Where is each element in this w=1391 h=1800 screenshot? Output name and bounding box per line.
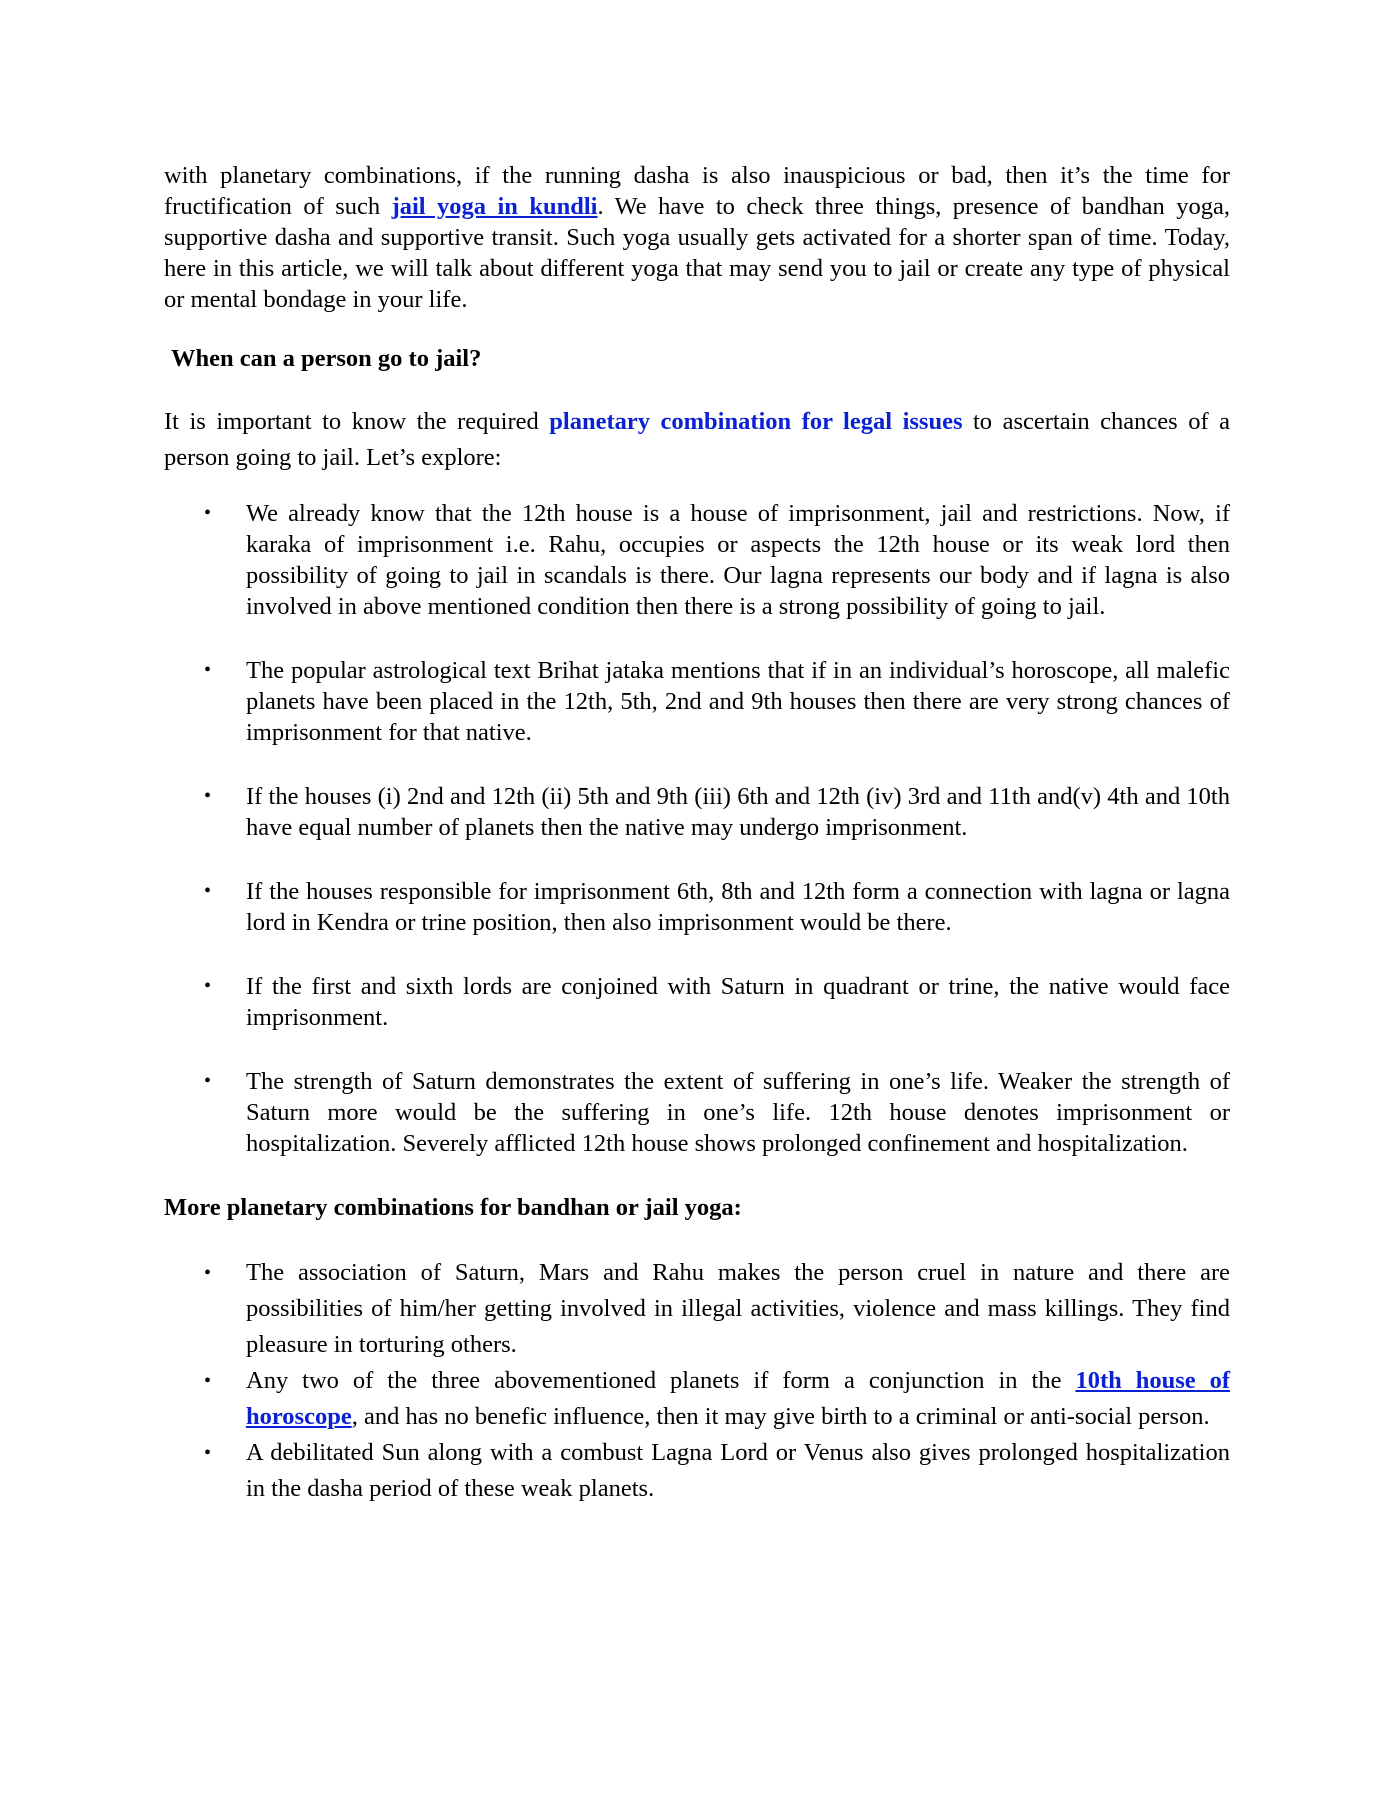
bullet-icon: • xyxy=(204,785,212,807)
bullet-icon: • xyxy=(204,975,212,997)
legal-issues-link[interactable]: planetary combination for legal issues xyxy=(549,408,963,435)
list-item: • The strength of Saturn demonstrates the extent of suffering in one’s life. Weaker the strength of Saturn more would be the suffering in one’s life. 12th house denotes imprisonment or hospitalization. Severely afflicted 12th house shows prolonged confinement and hospitalization. xyxy=(204,1068,1230,1157)
list-item: • The association of Saturn, Mars and Rahu makes the person cruel in nature and there are possibilities of him/her getting involved in illegal activities, violence and mass killings. They find pleasure in torturing others. xyxy=(164,1255,1230,1363)
list-item: • If the first and sixth lords are conjoined with Saturn in quadrant or trine, the native would face imprisonment. xyxy=(204,973,1230,1031)
section2-heading: More planetary combinations for bandhan or jail yoga: xyxy=(164,1194,742,1221)
bullet-icon: • xyxy=(204,502,212,524)
list-item: • We already know that the 12th house is a house of imprisonment, jail and restrictions. Now, if karaka of imprisonment i.e. Rahu, occupies or aspects the 12th house or its weak lord then possibility of going to jail in scandals is there. Our lagna represents our body and if lagna is also involved in above mentioned condition then there is a strong possibility of going to jail. xyxy=(204,500,1230,620)
bullet-icon: • xyxy=(204,880,212,902)
list-item: • If the houses (i) 2nd and 12th (ii) 5th and 9th (iii) 6th and 12th (iv) 3rd and 11th and(v) 4th and 10th have equal number of planets then the native may undergo imprisonment. xyxy=(204,783,1230,841)
jail-yoga-link[interactable]: jail yoga in kundli xyxy=(391,193,598,220)
section1-paragraph: It is important to know the required planetary combination for legal issues to ascertain chances of a person going to jail. Let’s explore: xyxy=(164,408,1231,471)
bullet-icon: • xyxy=(204,1442,212,1464)
document-page xyxy=(164,160,1230,1507)
list-item: • The popular astrological text Brihat jataka mentions that if in an individual’s horoscope, all malefic planets have been placed in the 12th, 5th, 2nd and 9th houses then there are very strong chances of imprisonment for that native. xyxy=(204,657,1230,746)
section1-heading: When can a person go to jail? xyxy=(171,345,482,372)
bullet-icon: • xyxy=(204,659,212,681)
bullet-icon: • xyxy=(204,1370,212,1392)
bullet-icon: • xyxy=(204,1070,212,1092)
list-item: • A debilitated Sun along with a combust Lagna Lord or Venus also gives prolonged hospitalization in the dasha period of these weak planets. xyxy=(164,1435,1230,1507)
list-item: • Any two of the three abovementioned planets if form a conjunction in the 10th house of horoscope, and has no benefic influence, then it may give birth to a criminal or anti-social person. xyxy=(164,1363,1230,1435)
intro-paragraph: with planetary combinations, if the running dasha is also inauspicious or bad, then it’s the time for fructification of such jail yoga in kundli. We have to check three things, presence of bandhan yoga, supportive dasha and supportive transit. Such yoga usually gets activated for a shorter span of time. Today, here in this article, we will talk about different yoga that may send you to jail or create any type of physical or mental bondage in your life. xyxy=(164,162,1231,313)
section1-bullet-list xyxy=(164,498,1230,1159)
tenth-house-link[interactable]: 10th house of horoscope xyxy=(246,1367,1231,1430)
bullet-icon: • xyxy=(204,1262,212,1284)
list-item: • If the houses responsible for imprisonment 6th, 8th and 12th form a connection with lagna or lagna lord in Kendra or trine position, then also imprisonment would be there. xyxy=(204,878,1230,936)
section2-bullet-list xyxy=(164,1255,1230,1507)
